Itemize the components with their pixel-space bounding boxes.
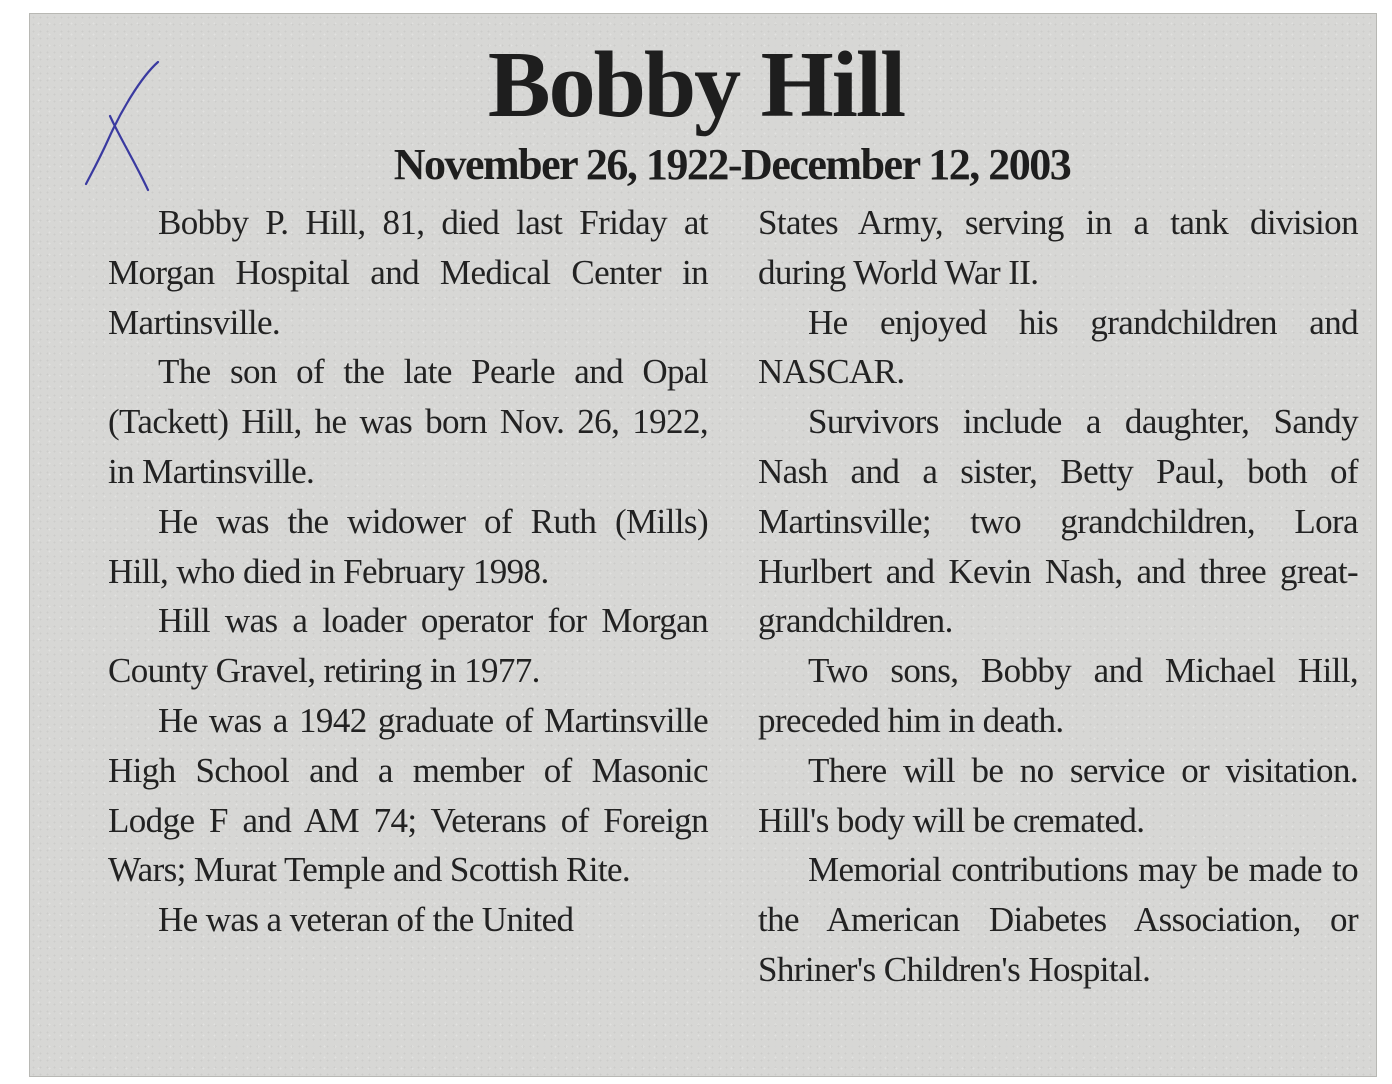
paragraph-memberships: He was a 1942 graduate of Martinsville High School and a member of Masonic Lodge F and AM 74; Veterans of Foreign Wars; Murat Temple and Scottish Rite. (108, 700, 708, 890)
right-column (758, 198, 1358, 995)
obituary-dates: November 26, 1922-December 12, 2003 (393, 140, 1071, 189)
paragraph-parents: The son of the late Pearle and Opal (Tackett) Hill, he was born Nov. 26, 1922, in Martinsville. (108, 352, 708, 491)
paragraph-veteran-start: He was a veteran of the United (158, 900, 574, 940)
paragraph-veteran-continued: States Army, serving in a tank division during World War II. (758, 203, 1358, 292)
paragraph-survivors: Survivors include a daughter, Sandy Nash and a sister, Betty Paul, both of Martinsville; two grandchildren, Lora Hurlbert and Kevin Nash, and three great-grandchildren. (758, 402, 1358, 641)
paragraph-memorials: Memorial contributions may be made to the American Diabetes Association, or Shriner's Children's Hospital. (758, 850, 1358, 989)
paragraph-hobbies: He enjoyed his grandchildren and NASCAR. (758, 302, 1358, 392)
left-column (108, 198, 708, 945)
obituary-headline: Bobby Hill (487, 33, 905, 137)
paragraph-services: There will be no service or visitation. Hill's body will be cremated. (758, 750, 1358, 840)
paragraph-death: Bobby P. Hill, 81, died last Friday at Morgan Hospital and Medical Center in Martinsville. (108, 203, 708, 342)
paragraph-preceded: Two sons, Bobby and Michael Hill, preceded him in death. (758, 651, 1358, 740)
handwritten-x-mark (80, 58, 170, 198)
paragraph-widower: He was the widower of Ruth (Mills) Hill, who died in February 1998. (108, 501, 708, 591)
paragraph-career: Hill was a loader operator for Morgan County Gravel, retiring in 1977. (108, 601, 708, 691)
